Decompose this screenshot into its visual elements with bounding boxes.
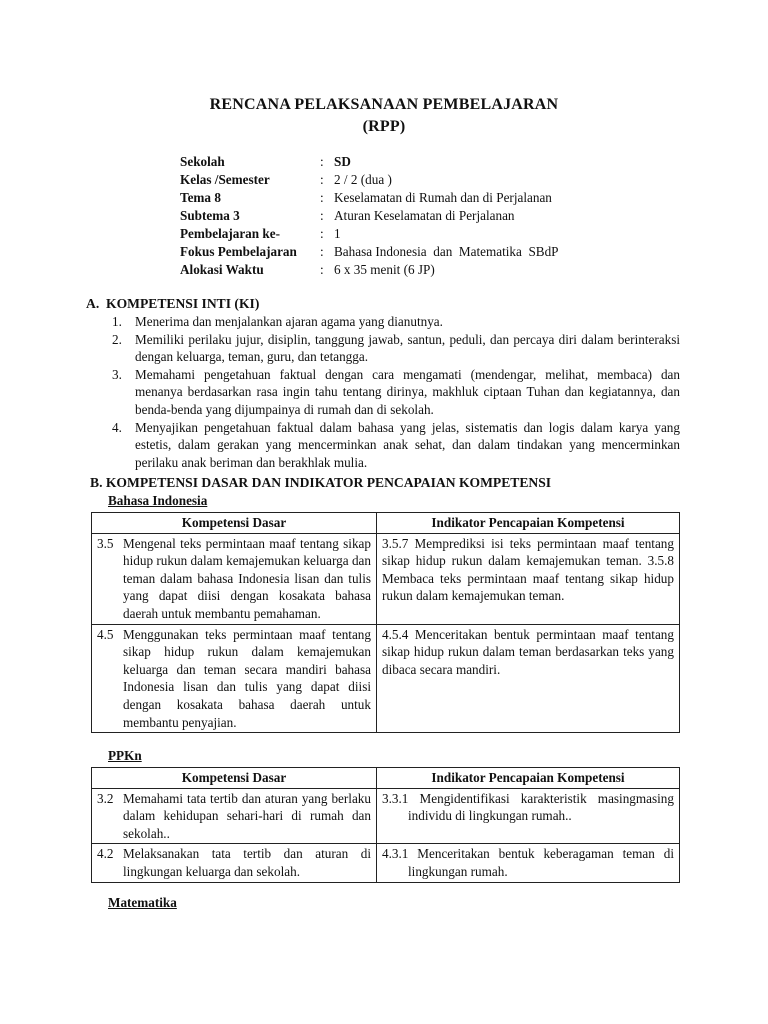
kd-number: 3.5 [97, 535, 114, 551]
info-colon: : [320, 208, 324, 223]
info-value: Aturan Keselamatan di Perjalanan [334, 208, 515, 223]
indikator-text: 3.5.7 Memprediksi isi teks permintaan maaf tentang sikap hidup rukun dalam kemajemukan teman. 3.5.8 Membaca teks permintaan maaf tentang sikap hidup rukun dalam kemajemukan teman. [382, 535, 674, 604]
subheading-bahasa-indonesia: Bahasa Indonesia [108, 493, 208, 508]
document-title: RENCANA PELAKSANAAN PEMBELAJARAN [209, 96, 559, 113]
info-colon: : [320, 262, 324, 277]
info-value: 1 [334, 226, 341, 241]
kd-cell [92, 624, 377, 733]
column-header-indikator: Indikator Pencapaian Kompetensi [377, 768, 680, 789]
info-row-sekolah [180, 153, 694, 171]
list-number: 3. [112, 366, 122, 382]
indikator-cell [377, 533, 680, 624]
indikator-cell [377, 788, 680, 844]
info-value: Bahasa Indonesia dan Matematika SBdP [334, 244, 559, 259]
kompetensi-inti-list [112, 313, 680, 471]
info-label: Tema 8 [180, 190, 221, 205]
list-item [112, 419, 680, 472]
kd-text: Menggunakan teks permintaan maaf tentang sikap hidup rukun dalam kemajemukan keluarga dan teman secara mandiri bahasa Indonesia lisan dan tulis yang dapat diisi dengan kosakata bahasa daerah untuk membantu penyajian. [123, 626, 371, 730]
list-item [112, 331, 680, 366]
info-label: Fokus Pembelajaran [180, 244, 297, 259]
info-value: 2 / 2 (dua ) [334, 172, 392, 187]
info-row-alokasi [180, 261, 694, 279]
info-label: Sekolah [180, 154, 225, 169]
info-row-subtema [180, 207, 694, 225]
kd-number: 3.2 [97, 790, 114, 806]
info-colon: : [320, 226, 324, 241]
table-row [92, 624, 680, 733]
info-label: Alokasi Waktu [180, 262, 264, 277]
info-row-tema [180, 189, 694, 207]
subheading-ppkn: PPKn [108, 748, 142, 763]
list-text: Menerima dan menjalankan ajaran agama yang dianutnya. [135, 314, 443, 329]
info-colon: : [320, 172, 324, 187]
indikator-text: 4.5.4 Menceritakan bentuk permintaan maaf tentang sikap hidup rukun dalam teman berdasarkan teks yang dibaca secara mandiri. [382, 626, 674, 677]
kd-cell [92, 844, 377, 882]
indikator-text: 3.3.1 Mengidentifikasi karakteristik masingmasing individu di lingkungan rumah.. [382, 790, 674, 824]
column-header-kompetensi-dasar: Kompetensi Dasar [92, 768, 377, 789]
table-bahasa-indonesia [91, 512, 680, 733]
kd-text: Mengenal teks permintaan maaf tentang sikap hidup rukun dalam kemajemukan keluarga dan teman dalam bahasa Indonesia lisan dan tulis yang dapat diisi dengan kosakata bahasa daerah untuk membantu pemahaman. [123, 535, 371, 621]
list-item [112, 313, 680, 331]
list-number: 1. [112, 314, 122, 329]
list-number: 4. [112, 419, 122, 435]
kd-number: 4.5 [97, 626, 114, 642]
kd-text: Melaksanakan tata tertib dan aturan di lingkungan keluarga dan sekolah. [123, 846, 371, 879]
kd-cell [92, 788, 377, 844]
table-ppkn [91, 767, 680, 883]
kd-cell [92, 533, 377, 624]
table-row [92, 788, 680, 844]
info-colon: : [320, 154, 324, 169]
table-row [92, 533, 680, 624]
section-b-heading: B. KOMPETENSI DASAR DAN INDIKATOR PENCAPAIAN KOMPETENSI [90, 475, 552, 490]
table-header-row [92, 513, 680, 534]
info-row-fokus [180, 243, 694, 261]
table-row [92, 844, 680, 882]
info-colon: : [320, 190, 324, 205]
identity-block [180, 153, 694, 279]
info-value: SD [334, 154, 351, 169]
info-label: Subtema 3 [180, 208, 240, 223]
list-number: 2. [112, 331, 122, 347]
column-header-kompetensi-dasar: Kompetensi Dasar [92, 513, 377, 534]
info-row-pembelajaran [180, 225, 694, 243]
indikator-cell [377, 844, 680, 882]
info-colon: : [320, 244, 324, 259]
info-value: 6 x 35 menit (6 JP) [334, 262, 435, 277]
indikator-text: 4.3.1 Menceritakan bentuk keberagaman teman di lingkungan rumah. [382, 846, 674, 879]
list-text: Memiliki perilaku jujur, disiplin, tanggung jawab, santun, peduli, dan percaya diri dalam berinteraksi dengan keluarga, teman, guru, dan tetangga. [135, 331, 680, 365]
info-label: Pembelajaran ke- [180, 226, 280, 241]
info-row-kelas [180, 171, 694, 189]
list-text: Menyajikan pengetahuan faktual dalam bahasa yang jelas, sistematis dan logis dalam karya yang estetis, dalam gerakan yang mencerminkan anak sehat, dan dalam tindakan yang mencerminkan perilaku anak beriman dan berakhlak mulia. [135, 419, 680, 470]
document-subtitle: (RPP) [362, 118, 406, 135]
list-text: Memahami pengetahuan faktual dengan cara mengamati (mendengar, melihat, membaca) dan menanya berdasarkan rasa ingin tahu tentang dirinya, makhluk ciptaan Tuhan dan kegiatannya, dan benda-benda yang dijumpainya di rumah dan di sekolah. [135, 366, 680, 417]
info-label: Kelas /Semester [180, 172, 270, 187]
kd-number: 4.2 [97, 846, 114, 862]
list-item [112, 366, 680, 419]
section-a-heading: A. KOMPETENSI INTI (KI) [86, 296, 260, 311]
kd-text: Memahami tata tertib dan aturan yang berlaku dalam kehidupan sehari-hari di rumah dan sekolah.. [123, 790, 371, 841]
column-header-indikator: Indikator Pencapaian Kompetensi [377, 513, 680, 534]
table-header-row [92, 768, 680, 789]
indikator-cell [377, 624, 680, 733]
subheading-matematika: Matematika [108, 895, 177, 910]
info-value: Keselamatan di Rumah dan di Perjalanan [334, 190, 552, 205]
